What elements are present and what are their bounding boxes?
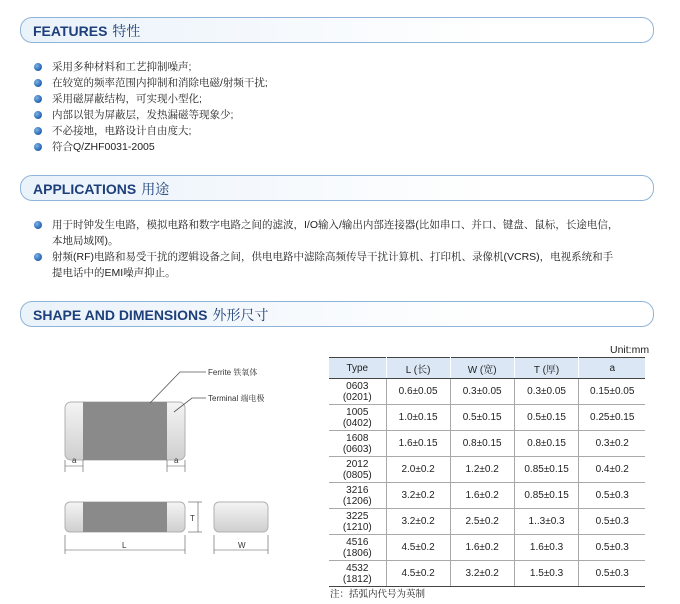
cell-type: 1608 (0603): [329, 431, 386, 457]
table-row: [329, 561, 645, 587]
table-header-row: [329, 358, 645, 379]
cell-l: 2.0±0.2: [386, 457, 450, 483]
ferrite-label: Ferrite 铁氧体: [208, 368, 258, 377]
applications-title: [33, 179, 169, 199]
a-left-label: a: [72, 456, 77, 465]
cell-l: 4.5±0.2: [386, 535, 450, 561]
cell-a: 0.15±0.05: [579, 379, 645, 405]
cell-type: 2012 (0805): [329, 457, 386, 483]
list-item: 在较宽的频率范围内抑制和消除电磁/射频干扰;: [34, 75, 268, 91]
cell-t: 1.5±0.3: [514, 561, 579, 587]
cell-type: 1005 (0402): [329, 405, 386, 431]
chip-top-view: [65, 402, 185, 460]
t-label: T: [190, 514, 195, 523]
cell-type: 0603 (0201): [329, 379, 386, 405]
cell-w: 0.5±0.15: [450, 405, 514, 431]
table-row: [329, 431, 645, 457]
bullet-icon: [34, 221, 42, 229]
bullet-icon: [34, 143, 42, 151]
cell-t: 1.6±0.3: [514, 535, 579, 561]
cell-a: 0.3±0.2: [579, 431, 645, 457]
bullet-icon: [34, 63, 42, 71]
cell-a: 0.5±0.3: [579, 509, 645, 535]
cell-a: 0.4±0.2: [579, 457, 645, 483]
col-w: W (宽): [450, 358, 514, 379]
col-l: L (长): [386, 358, 450, 379]
cell-w: 3.2±0.2: [450, 561, 514, 587]
cell-type: 3216 (1206): [329, 483, 386, 509]
cell-w: 1.6±0.2: [450, 535, 514, 561]
cell-w: 0.8±0.15: [450, 431, 514, 457]
bullet-icon: [34, 253, 42, 261]
cell-t: 0.85±0.15: [514, 457, 579, 483]
cell-w: 0.3±0.05: [450, 379, 514, 405]
col-a: a: [579, 358, 645, 379]
cell-w: 1.6±0.2: [450, 483, 514, 509]
cell-t: 0.85±0.15: [514, 483, 579, 509]
features-list: [34, 59, 268, 155]
features-title-en: FEATURES: [33, 23, 108, 39]
cell-a: 0.5±0.3: [579, 535, 645, 561]
col-type: Type: [329, 358, 386, 379]
list-item: 内部以银为屏蔽层，发热漏磁等现象少;: [34, 107, 268, 123]
shape-title: [33, 305, 269, 325]
applications-title-en: APPLICATIONS: [33, 181, 137, 197]
shape-title-en: SHAPE AND DIMENSIONS: [33, 307, 208, 323]
a-right-label: a: [174, 456, 179, 465]
cell-t: 0.5±0.15: [514, 405, 579, 431]
list-item: 符合Q/ZHF0031-2005: [34, 139, 268, 155]
cell-l: 1.6±0.15: [386, 431, 450, 457]
list-item: 射频(RF)电路和易受干扰的逻辑设备之间，供电电路中滤除高频传导干扰计算机、打印机、录像机(VCRS)，电视系统和手提电话中的EMI噪声抑止。: [34, 249, 622, 281]
col-t: T (厚): [514, 358, 579, 379]
table-row: [329, 457, 645, 483]
applications-list: [34, 217, 622, 281]
bullet-icon: [34, 127, 42, 135]
dimensions-table-body: [329, 379, 645, 587]
table-row: [329, 509, 645, 535]
chip-dimension-diagram: [40, 360, 290, 570]
shape-header: [20, 301, 654, 327]
l-label: L: [122, 541, 127, 550]
chip-front-view: [65, 502, 185, 532]
cell-w: 1.2±0.2: [450, 457, 514, 483]
dimensions-table: [329, 357, 645, 587]
cell-l: 3.2±0.2: [386, 483, 450, 509]
features-title: [33, 21, 140, 41]
cell-l: 4.5±0.2: [386, 561, 450, 587]
table-row: [329, 535, 645, 561]
ferrite-body: [83, 402, 167, 460]
bullet-icon: [34, 95, 42, 103]
cell-w: 2.5±0.2: [450, 509, 514, 535]
list-item: 用于时钟发生电路，模拟电路和数字电路之间的滤波，I/O输入/输出内部连接器(比如串口、并口、键盘、鼠标，长途电信，本地局域网)。: [34, 217, 622, 249]
chip-side-view: [214, 502, 268, 532]
cell-a: 0.5±0.3: [579, 483, 645, 509]
features-header: [20, 17, 654, 43]
applications-header: [20, 175, 654, 201]
cell-a: 0.25±0.15: [579, 405, 645, 431]
shape-title-cn: 外形尺寸: [212, 307, 269, 323]
bullet-icon: [34, 111, 42, 119]
cell-l: 1.0±0.15: [386, 405, 450, 431]
cell-t: 1..3±0.3: [514, 509, 579, 535]
applications-title-cn: 用途: [141, 181, 170, 197]
cell-a: 0.5±0.3: [579, 561, 645, 587]
list-item: 采用多种材料和工艺抑制噪声;: [34, 59, 268, 75]
table-row: [329, 405, 645, 431]
cell-type: 4516 (1806): [329, 535, 386, 561]
cell-l: 3.2±0.2: [386, 509, 450, 535]
cell-type: 4532 (1812): [329, 561, 386, 587]
features-title-cn: 特性: [112, 23, 141, 39]
unit-label: Unit:mm: [610, 344, 650, 356]
cell-t: 0.3±0.05: [514, 379, 579, 405]
list-item: 采用磁屏蔽结构，可实现小型化;: [34, 91, 268, 107]
w-label: W: [238, 541, 246, 550]
table-row: [329, 379, 645, 405]
list-item: 不必接地，电路设计自由度大;: [34, 123, 268, 139]
table-note: 注：括弧内代号为英制: [330, 589, 426, 600]
cell-l: 0.6±0.05: [386, 379, 450, 405]
cell-type: 3225 (1210): [329, 509, 386, 535]
bullet-icon: [34, 79, 42, 87]
cell-t: 0.8±0.15: [514, 431, 579, 457]
terminal-label: Terminal 端电极: [208, 394, 265, 403]
table-row: [329, 483, 645, 509]
